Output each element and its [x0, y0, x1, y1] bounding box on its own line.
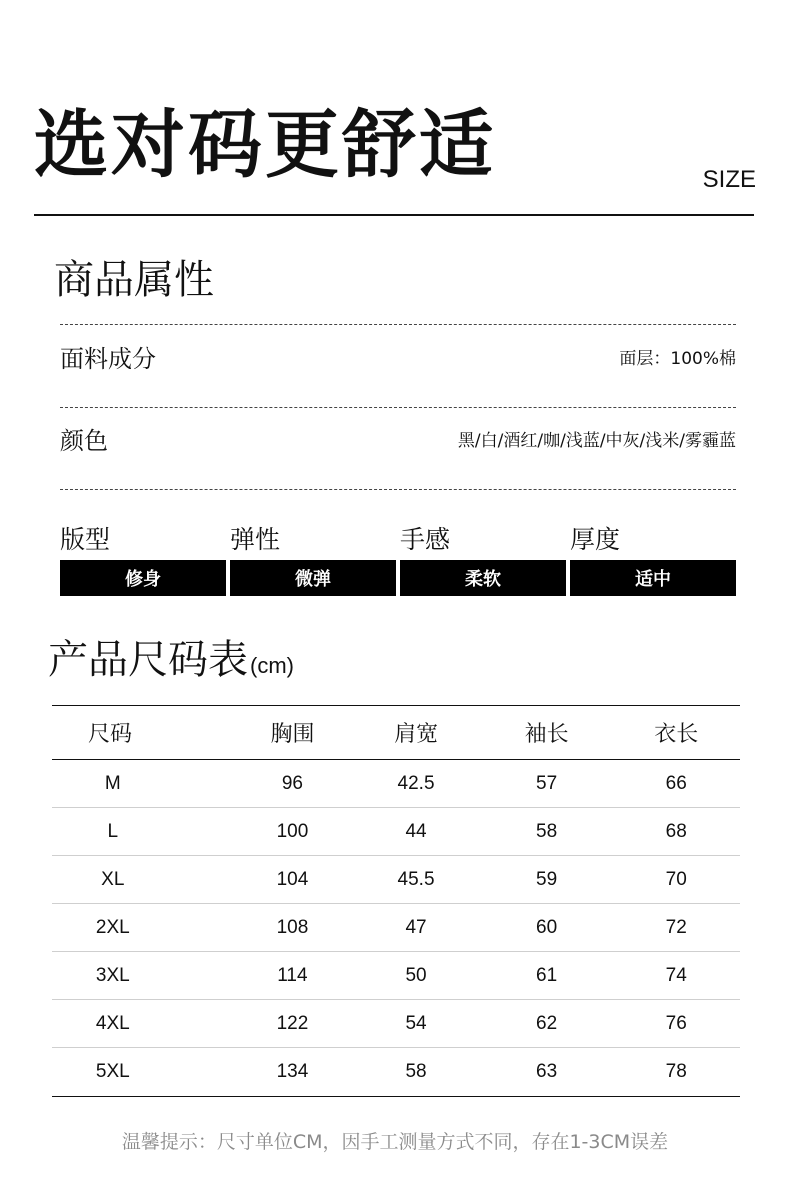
- table-cell: 50: [405, 964, 427, 986]
- column-header: 尺码: [88, 722, 133, 747]
- attributes-divider: [60, 324, 736, 325]
- table-cell: 59: [536, 868, 558, 890]
- table-cell: 57: [536, 772, 558, 794]
- attribute-row-fabric: [60, 336, 736, 376]
- table-cell: 68: [665, 820, 687, 842]
- table-cell: 72: [665, 916, 687, 938]
- table-cell: 104: [276, 868, 309, 890]
- table-cell: M: [104, 772, 121, 794]
- feature-elasticity: [230, 524, 396, 596]
- attributes-section-title: 商品属性: [54, 257, 214, 303]
- hero-divider: [34, 214, 754, 216]
- table-cell: 61: [536, 964, 558, 986]
- table-cell: 100: [276, 820, 309, 842]
- feature-feel: [400, 524, 566, 596]
- feature-badge: 微弹: [230, 560, 396, 596]
- table-cell: 3XL: [95, 964, 130, 986]
- table-cell: 134: [276, 1061, 309, 1082]
- table-cell: 74: [665, 964, 687, 986]
- size-table: [52, 705, 740, 1097]
- feature-label: 弹性: [230, 525, 281, 554]
- table-cell: 2XL: [95, 916, 130, 938]
- size-chart-unit: (cm): [250, 653, 294, 678]
- table-cell: 47: [405, 916, 427, 938]
- column-header: 袖长: [524, 722, 569, 747]
- table-row: [52, 760, 740, 808]
- table-cell: 54: [405, 1012, 427, 1034]
- feature-label: 手感: [400, 525, 451, 554]
- table-row: [52, 856, 740, 904]
- table-row: [52, 808, 740, 856]
- column-header: 胸围: [270, 722, 315, 747]
- feature-label: 版型: [60, 525, 111, 554]
- feature-label: 厚度: [570, 525, 621, 554]
- measurement-tip: 温馨提示：尺寸单位CM，因手工测量方式不同，存在1-3CM误差: [121, 1131, 669, 1153]
- table-cell: 4XL: [95, 1012, 130, 1034]
- attribute-label: 颜色: [60, 426, 108, 455]
- table-cell: L: [107, 820, 119, 842]
- table-cell: 78: [665, 1061, 687, 1082]
- attribute-value: 黑/白/酒红/咖/浅蓝/中灰/浅米/雾霾蓝: [457, 430, 736, 451]
- table-cell: 76: [665, 1012, 687, 1034]
- size-chart-title: [48, 637, 294, 683]
- table-row: [52, 904, 740, 952]
- table-cell: 114: [277, 964, 308, 986]
- attribute-label: 面料成分: [60, 344, 156, 373]
- table-cell: 63: [536, 1061, 558, 1082]
- table-cell: 58: [536, 820, 558, 842]
- table-cell: 58: [405, 1061, 427, 1082]
- column-header: 肩宽: [394, 722, 439, 747]
- table-cell: 44: [405, 820, 427, 842]
- size-chart-title-text: 产品尺码表: [48, 637, 248, 683]
- hero-subtitle: SIZE: [702, 166, 756, 193]
- table-cell: 62: [536, 1012, 558, 1034]
- feature-fit: [60, 524, 226, 596]
- feature-badge: 修身: [60, 560, 226, 596]
- attribute-row-color: [60, 418, 736, 458]
- table-row: [52, 1048, 740, 1096]
- feature-thickness: [570, 524, 736, 596]
- table-cell: 60: [536, 916, 558, 938]
- feature-grid: [60, 524, 736, 596]
- attributes-divider: [60, 407, 736, 408]
- table-cell: 122: [276, 1012, 309, 1034]
- table-cell: XL: [101, 868, 125, 890]
- table-cell: 42.5: [397, 772, 435, 794]
- hero-title: 选对码更舒适: [34, 102, 496, 188]
- table-cell: 70: [665, 868, 687, 890]
- feature-badge: 柔软: [400, 560, 566, 596]
- table-row: [52, 952, 740, 1000]
- table-cell: 108: [276, 916, 309, 938]
- attributes-divider: [60, 489, 736, 490]
- attribute-value: 面层：100%棉: [619, 348, 736, 369]
- table-cell: 66: [665, 772, 687, 794]
- feature-badge: 适中: [570, 560, 736, 596]
- table-cell: 5XL: [95, 1061, 130, 1082]
- column-header: 衣长: [654, 722, 699, 747]
- table-cell: 45.5: [397, 868, 435, 890]
- table-cell: 96: [281, 772, 303, 794]
- size-table-header: [52, 706, 740, 760]
- table-row: [52, 1000, 740, 1048]
